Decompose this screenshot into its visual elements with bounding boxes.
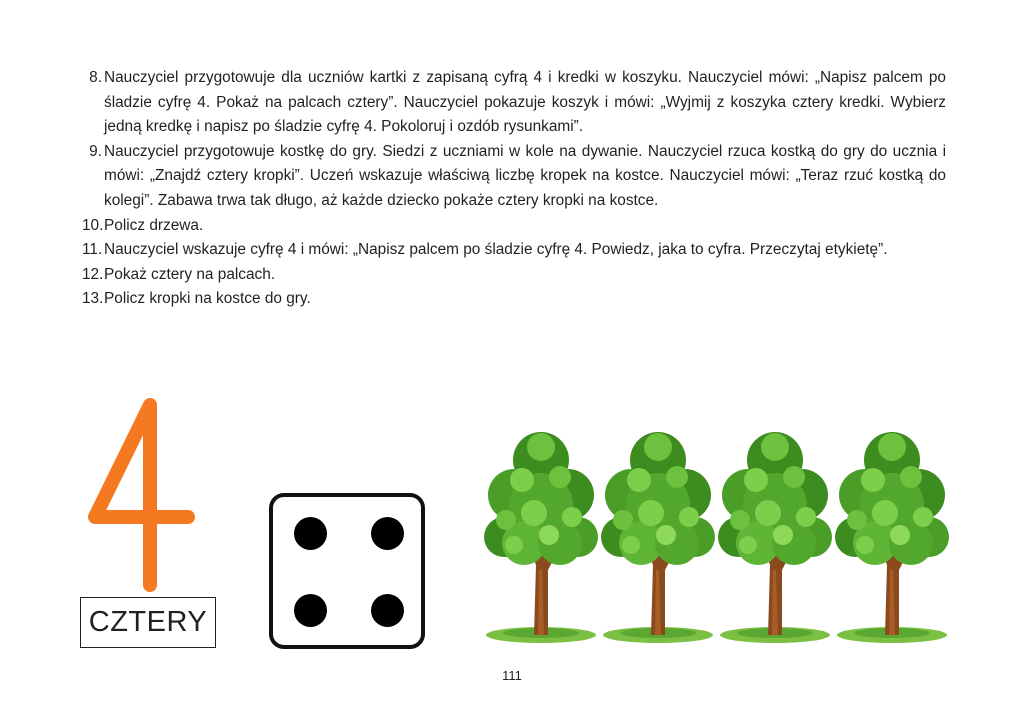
item-number: 11. <box>82 241 103 259</box>
instruction-item <box>82 287 946 312</box>
tree-group <box>484 425 949 647</box>
die-face <box>269 493 425 649</box>
tree-illustration <box>484 425 599 647</box>
item-number: 9. <box>89 142 102 160</box>
digit-four-drawing <box>80 395 195 595</box>
item-text: Nauczyciel przygotowuje kostkę do gry. Siedzi z uczniami w kole na dywanie. Nauczyciel rzuca kostką do gry do ucznia i mówi: „Znajdź cztery kropki”. Uczeń wskazuje właściwą liczbę kropek na kostce. Nauczyciel mówi: „Teraz rzuć kostką do kolegi”. Zabawa trwa tak długo, aż każde dziecko pokaże cztery kropki na kostce. <box>104 142 946 209</box>
item-number: 12. <box>82 265 104 283</box>
digit-stroke <box>95 405 188 585</box>
instruction-list <box>82 66 946 312</box>
tree-illustration <box>718 425 833 647</box>
instruction-item <box>82 66 946 140</box>
die-pip <box>294 594 327 627</box>
die-pip <box>371 594 404 627</box>
number-word-text: CZTERY <box>88 606 208 638</box>
item-text: Nauczyciel przygotowuje dla uczniów kartki z zapisaną cyfrą 4 i kredki w koszyku. Nauczyciel mówi: „Napisz palcem po śladzie cyfrę 4. Pokaż na palcach cztery”. Nauczyciel pokazuje koszyk i mówi: „Wyjmij z koszyka cztery kredki. Wybierz jedną kredkę i napisz po śladzie cyfrę 4. Pokoloruj i ozdób rysunkami”. <box>104 69 946 136</box>
tree-illustration <box>601 425 716 647</box>
instruction-item <box>82 214 946 239</box>
die-pip <box>371 517 404 550</box>
tree-icon <box>484 425 599 647</box>
item-text: Policz drzewa. <box>104 216 204 234</box>
item-text: Policz kropki na kostce do gry. <box>104 290 311 308</box>
digit-four-graphic <box>80 395 195 595</box>
instruction-item <box>82 238 946 263</box>
item-text: Nauczyciel wskazuje cyfrę 4 i mówi: „Napisz palcem po śladzie cyfrę 4. Powiedz, jaka to cyfra. Przeczytaj etykietę”. <box>104 241 888 259</box>
item-number: 8. <box>89 69 102 86</box>
instruction-item <box>82 263 946 288</box>
tree-icon <box>718 425 833 647</box>
item-number: 10. <box>82 216 104 234</box>
page-number: 111 <box>502 668 522 683</box>
item-number: 13. <box>82 290 104 308</box>
number-word-label <box>80 597 216 648</box>
tree-icon <box>835 425 950 647</box>
instruction-item <box>82 140 946 214</box>
tree-icon <box>601 425 716 647</box>
tree-illustration <box>835 425 950 647</box>
die-pip <box>294 517 327 550</box>
item-text: Pokaż cztery na palcach. <box>104 265 276 283</box>
